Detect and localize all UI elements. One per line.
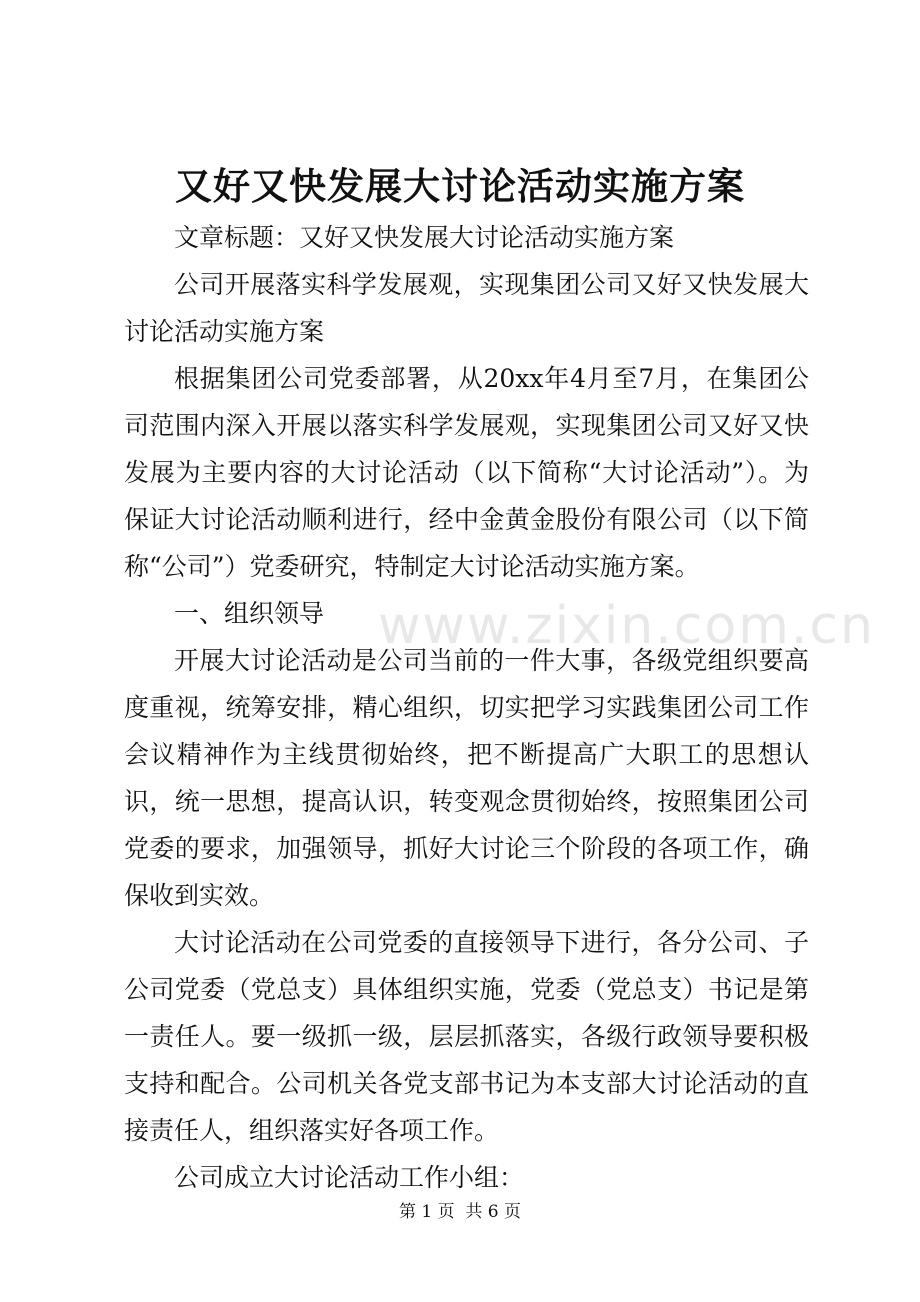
paragraph-organization-2: 大讨论活动在公司党委的直接领导下进行，各分公司、子公司党委（党总支）具体组织实施，党委（党总支）书记是第一责任人。要一级抓一级，层层抓落实，各级行政领导要积极支持和配合。公司机关各党支部书记为本支部大讨论活动的直接责任人，组织落实好各项工作。 [124, 928, 809, 1145]
paragraph-intro: 根据集团公司党委部署，从20xx年4月至7月，在集团公司范围内深入开展以落实科学发展观，实现集团公司又好又快发展为主要内容的大讨论活动（以下简称“大讨论活动”）。为保证大讨论活动顺利进行，经中金黄金股份有限公司（以下简称“公司”）党委研究，特制定大讨论活动实施方案。 [124, 364, 809, 581]
paragraph-organization-1: 开展大讨论活动是公司当前的一件大事，各级党组织要高度重视，统筹安排，精心组织，切实把学习实践集团公司工作会议精神作为主线贯彻始终，把不断提高广大职工的思想认识，统一思想，提高认识，转变观念贯彻始终，按照集团公司党委的要求，加强领导，抓好大讨论三个阶段的各项工作，确保收到实效。 [124, 646, 809, 910]
document-body [124, 214, 809, 1201]
page-number: 第 1 页 共 6 页 [398, 1202, 522, 1222]
watermark: www.zixin.com.cn [378, 596, 875, 656]
page-footer [0, 1200, 920, 1224]
paragraph-subtitle: 公司开展落实科学发展观，实现集团公司又好又快发展大讨论活动实施方案 [124, 270, 809, 346]
document-title: 又好又快发展大讨论活动实施方案 [175, 164, 745, 208]
section-heading-organization: 一、组织领导 [174, 599, 325, 628]
paragraph-working-group: 公司成立大讨论活动工作小组： [174, 1163, 525, 1192]
paragraph-article-title: 文章标题：又好又快发展大讨论活动实施方案 [174, 223, 675, 252]
